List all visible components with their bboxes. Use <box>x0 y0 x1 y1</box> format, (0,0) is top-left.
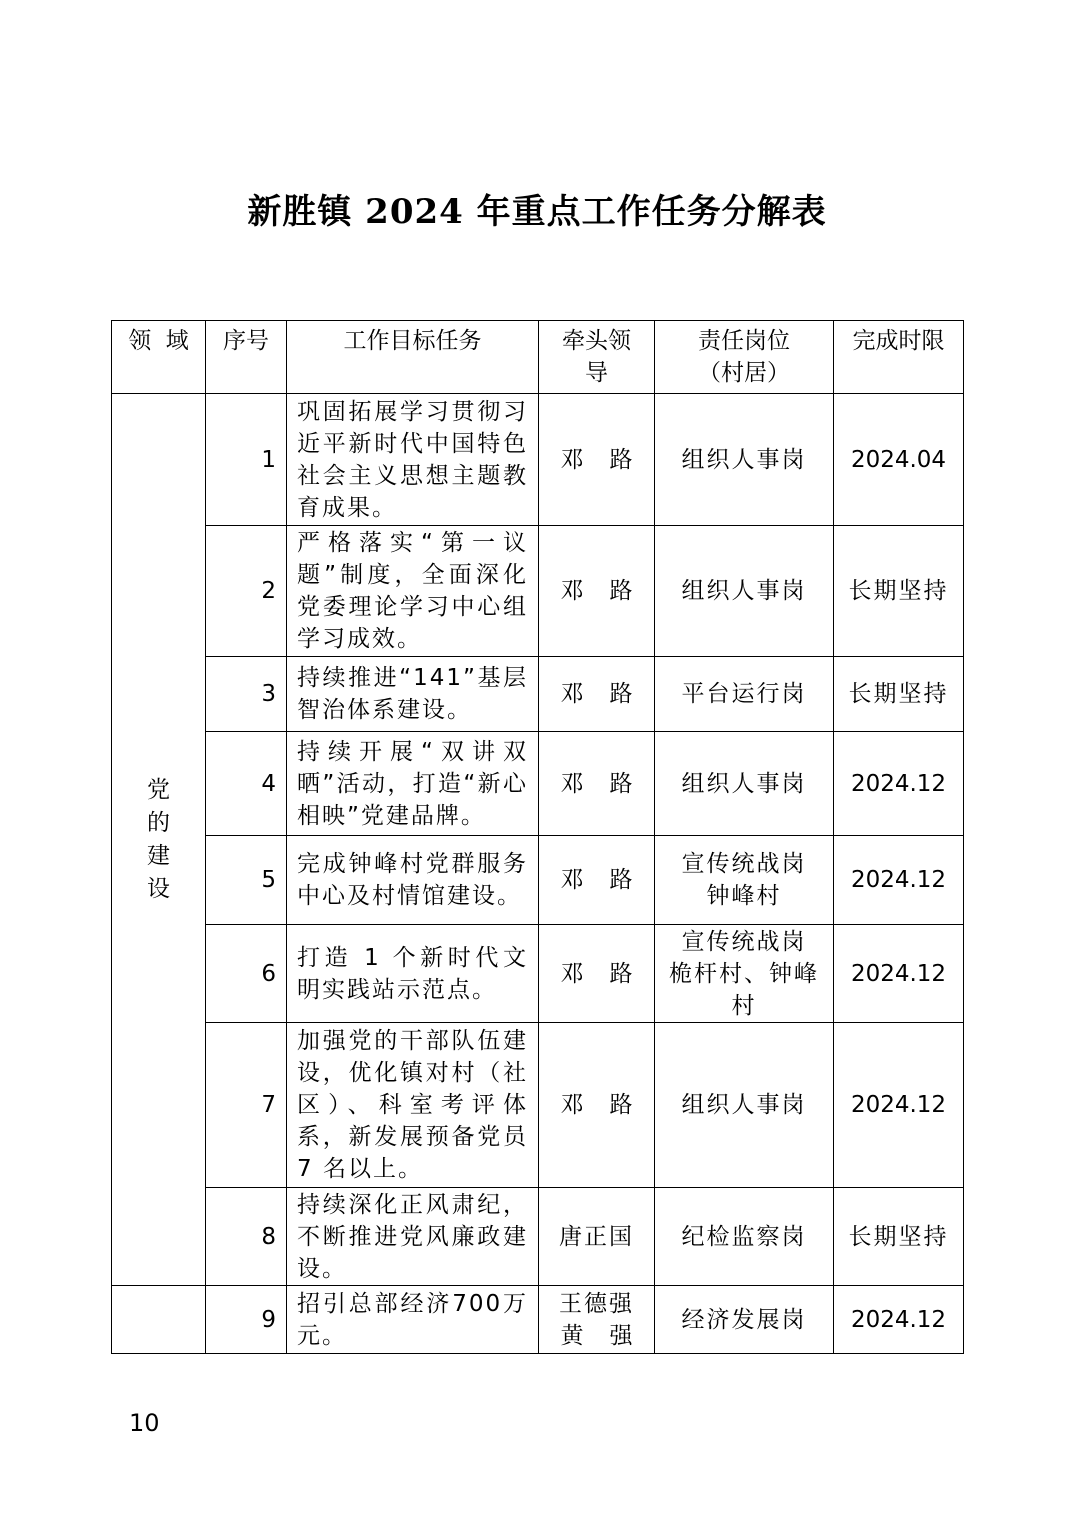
post-cell <box>655 1188 834 1286</box>
header-seq: 序号 <box>206 321 287 394</box>
seq-cell: 2 <box>206 526 287 657</box>
deadline-cell: 2024.12 <box>834 1023 964 1188</box>
task-cell: 完成钟峰村党群服务中心及村情馆建设。 <box>287 836 539 925</box>
table-row <box>112 526 964 657</box>
lead-cell <box>539 836 659 925</box>
deadline-cell: 2024.04 <box>834 394 964 526</box>
deadline-cell: 2024.12 <box>834 836 964 925</box>
post-cell <box>655 836 834 925</box>
document-title: 新胜镇 2024 年重点工作任务分解表 <box>247 192 827 232</box>
task-cell: 严格落实“第一议题”制度，全面深化党委理论学习中心组学习成效。 <box>287 526 539 657</box>
area-cell-empty <box>112 1286 206 1354</box>
task-table <box>111 320 964 1354</box>
post-name: 平台运行岗 <box>681 681 807 707</box>
task-cell: 招引总部经济700万元。 <box>287 1286 539 1354</box>
seq-cell: 9 <box>206 1286 287 1354</box>
lead-name: 唐正国 <box>559 1223 634 1250</box>
task-cell: 巩固拓展学习贯彻习近平新时代中国特色社会主义思想主题教育成果。 <box>287 394 539 526</box>
deadline-cell: 2024.12 <box>834 925 964 1023</box>
lead-name: 黄强 <box>560 1322 659 1349</box>
lead-name: 邓路 <box>560 867 659 893</box>
deadline-cell: 2024.12 <box>834 732 964 836</box>
lead-cell <box>539 1188 655 1286</box>
deadline-cell: 长期坚持 <box>834 526 964 657</box>
page-number: 10 <box>129 1409 160 1437</box>
post-cell <box>655 1286 834 1354</box>
header-post: 责任岗位（村居） <box>655 321 834 394</box>
table-header-row <box>112 321 964 394</box>
lead-cell <box>539 394 659 526</box>
lead-name: 邓路 <box>560 681 659 707</box>
lead-name: 王德强 <box>559 1290 634 1317</box>
lead-name: 邓路 <box>560 446 659 473</box>
header-lead: 牵头领导 <box>539 321 655 394</box>
lead-cell <box>539 925 659 1023</box>
table-row <box>112 1188 964 1286</box>
table-row <box>112 1023 964 1188</box>
deadline-cell: 长期坚持 <box>834 657 964 732</box>
post-name: 钟峰村 <box>706 883 782 909</box>
post-name: 宣传统战岗 <box>681 851 807 877</box>
area-label: 党的建设 <box>147 776 170 902</box>
table-row <box>112 925 964 1023</box>
post-cell <box>655 526 834 657</box>
post-name: 组织人事岗 <box>681 578 807 604</box>
post-name: 组织人事岗 <box>681 770 807 797</box>
deadline-cell: 2024.12 <box>834 1286 964 1354</box>
table-row <box>112 836 964 925</box>
post-cell <box>655 657 834 732</box>
post-cell <box>655 1023 834 1188</box>
header-area: 领 域 <box>112 321 206 394</box>
post-name: 经济发展岗 <box>681 1306 807 1333</box>
table-row <box>112 1286 964 1354</box>
post-name: 宣传统战岗 <box>681 928 807 955</box>
seq-cell: 3 <box>206 657 287 732</box>
task-cell: 持续深化正风肃纪，不断推进党风廉政建设。 <box>287 1188 539 1286</box>
table-row <box>112 657 964 732</box>
lead-name: 邓路 <box>560 770 659 797</box>
seq-cell: 8 <box>206 1188 287 1286</box>
table-body <box>112 394 964 1354</box>
post-name: 组织人事岗 <box>681 446 807 473</box>
lead-cell <box>539 1286 659 1354</box>
deadline-cell: 长期坚持 <box>834 1188 964 1286</box>
task-cell: 持续开展“双讲双晒”活动，打造“新心相映”党建品牌。 <box>287 732 539 836</box>
table-row <box>112 394 964 526</box>
lead-name: 邓路 <box>560 960 659 987</box>
lead-cell <box>539 1023 659 1188</box>
header-task: 工作目标任务 <box>287 321 539 394</box>
seq-cell: 7 <box>206 1023 287 1188</box>
post-cell <box>655 925 834 1023</box>
area-cell <box>112 394 206 1286</box>
post-name: 桅杆村、钟峰村 <box>669 960 819 1019</box>
header-deadline: 完成时限 <box>834 321 964 394</box>
post-cell <box>655 394 834 526</box>
seq-cell: 4 <box>206 732 287 836</box>
lead-name: 邓路 <box>560 1092 659 1118</box>
task-cell: 加强党的干部队伍建设，优化镇对村（社区）、科室考评体系，新发展预备党员 7 名以上。 <box>287 1023 539 1188</box>
post-cell <box>655 732 834 836</box>
post-name: 组织人事岗 <box>681 1092 807 1118</box>
seq-cell: 1 <box>206 394 287 526</box>
task-cell: 持续推进“141”基层智治体系建设。 <box>287 657 539 732</box>
seq-cell: 5 <box>206 836 287 925</box>
lead-cell <box>539 526 659 657</box>
lead-name: 邓路 <box>560 578 659 604</box>
seq-cell: 6 <box>206 925 287 1023</box>
post-name: 纪检监察岗 <box>681 1223 807 1250</box>
table-row <box>112 732 964 836</box>
lead-cell <box>539 732 659 836</box>
task-cell: 打造 1 个新时代文明实践站示范点。 <box>287 925 539 1023</box>
lead-cell <box>539 657 659 732</box>
